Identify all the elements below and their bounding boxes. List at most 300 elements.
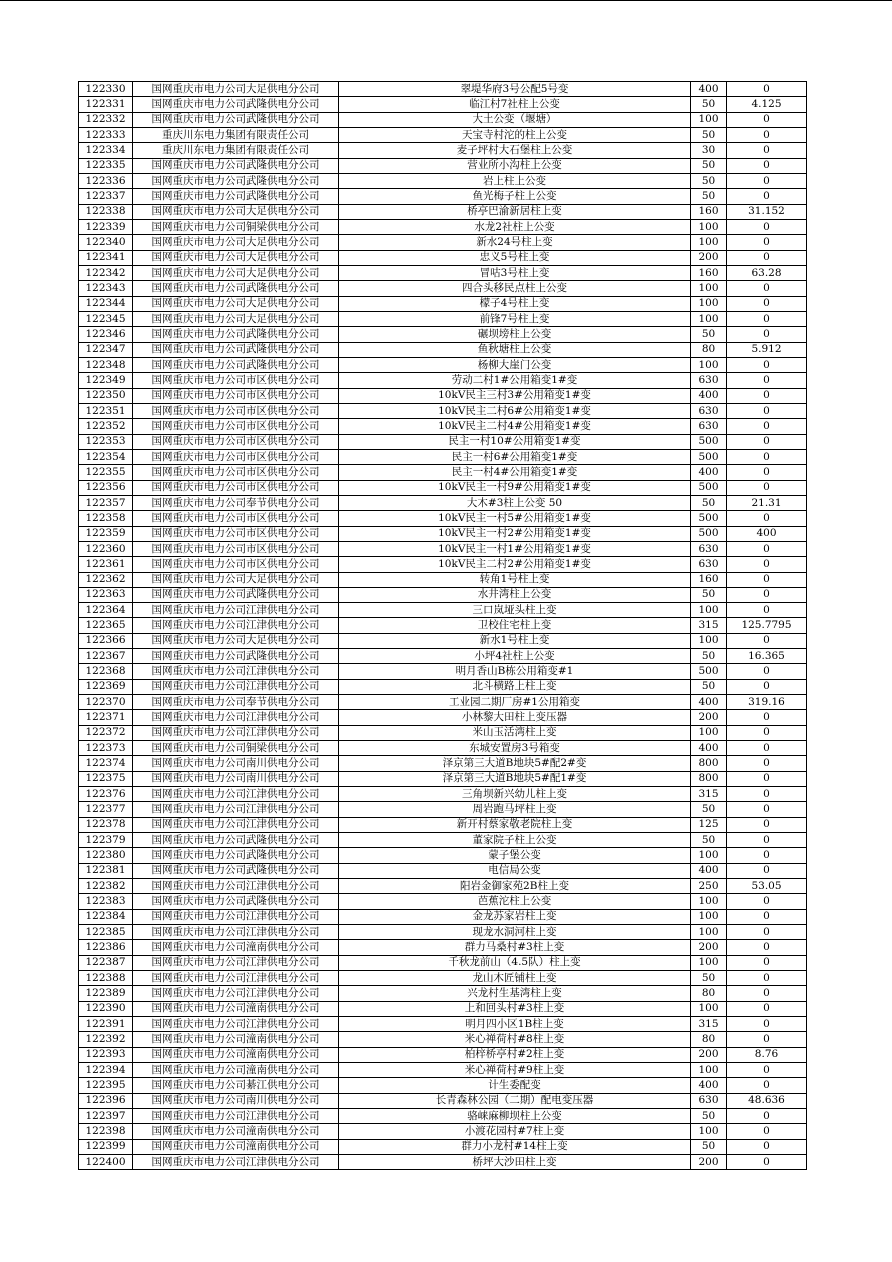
table-row xyxy=(79,1017,807,1032)
table-row xyxy=(79,741,807,756)
value-cell: 0 xyxy=(727,449,807,464)
table-row xyxy=(79,388,807,403)
value-cell: 0 xyxy=(727,587,807,602)
station-name-cell: 三角坝新兴幼儿柱上变 xyxy=(339,787,691,802)
capacity-cell: 50 xyxy=(691,158,727,173)
row-id-cell: 122363 xyxy=(79,587,133,602)
capacity-cell: 400 xyxy=(691,863,727,878)
capacity-cell: 200 xyxy=(691,940,727,955)
table-row xyxy=(79,265,807,280)
company-cell: 国网重庆市电力公司江津供电分公司 xyxy=(133,971,339,986)
company-cell: 国网重庆市电力公司大足供电分公司 xyxy=(133,311,339,326)
value-cell: 16.365 xyxy=(727,649,807,664)
capacity-cell: 100 xyxy=(691,603,727,618)
capacity-cell: 500 xyxy=(691,480,727,495)
row-id-cell: 122377 xyxy=(79,802,133,817)
company-cell: 国网重庆市电力公司潼南供电分公司 xyxy=(133,1063,339,1078)
company-cell: 国网重庆市电力公司江津供电分公司 xyxy=(133,986,339,1001)
station-name-cell: 三口岚垭头柱上变 xyxy=(339,603,691,618)
table-row xyxy=(79,1154,807,1169)
row-id-cell: 122392 xyxy=(79,1032,133,1047)
value-cell: 0 xyxy=(727,572,807,587)
company-cell: 国网重庆市电力公司江津供电分公司 xyxy=(133,909,339,924)
station-name-cell: 10kV民主一村9#公用箱变1#变 xyxy=(339,480,691,495)
value-cell: 0 xyxy=(727,1154,807,1169)
table-row xyxy=(79,1093,807,1108)
capacity-cell: 50 xyxy=(691,189,727,204)
station-name-cell: 计生委配变 xyxy=(339,1078,691,1093)
table-row xyxy=(79,572,807,587)
value-cell: 0 xyxy=(727,802,807,817)
company-cell: 国网重庆市电力公司市区供电分公司 xyxy=(133,388,339,403)
capacity-cell: 400 xyxy=(691,741,727,756)
capacity-cell: 315 xyxy=(691,618,727,633)
station-name-cell: 董家院子柱上公变 xyxy=(339,833,691,848)
station-name-cell: 10kV民主一村1#公用箱变1#变 xyxy=(339,541,691,556)
capacity-cell: 100 xyxy=(691,955,727,970)
value-cell: 0 xyxy=(727,1032,807,1047)
capacity-cell: 50 xyxy=(691,495,727,510)
value-cell: 0 xyxy=(727,894,807,909)
value-cell: 0 xyxy=(727,419,807,434)
company-cell: 国网重庆市电力公司江津供电分公司 xyxy=(133,618,339,633)
row-id-cell: 122330 xyxy=(79,82,133,97)
capacity-cell: 100 xyxy=(691,281,727,296)
table-row xyxy=(79,833,807,848)
row-id-cell: 122348 xyxy=(79,357,133,372)
value-cell: 0 xyxy=(727,725,807,740)
table-row xyxy=(79,541,807,556)
capacity-cell: 200 xyxy=(691,710,727,725)
station-name-cell: 冒咕3号柱上变 xyxy=(339,265,691,280)
company-cell: 国网重庆市电力公司大足供电分公司 xyxy=(133,633,339,648)
value-cell: 0 xyxy=(727,1001,807,1016)
table-row xyxy=(79,526,807,541)
value-cell: 0 xyxy=(727,1063,807,1078)
value-cell: 0 xyxy=(727,112,807,127)
row-id-cell: 122383 xyxy=(79,894,133,909)
value-cell: 4.125 xyxy=(727,97,807,112)
capacity-cell: 100 xyxy=(691,925,727,940)
company-cell: 国网重庆市电力公司武隆供电分公司 xyxy=(133,112,339,127)
value-cell: 0 xyxy=(727,434,807,449)
table-row xyxy=(79,434,807,449)
table-row xyxy=(79,971,807,986)
row-id-cell: 122396 xyxy=(79,1093,133,1108)
row-id-cell: 122379 xyxy=(79,833,133,848)
row-id-cell: 122376 xyxy=(79,787,133,802)
table-row xyxy=(79,250,807,265)
table-row xyxy=(79,925,807,940)
table-row xyxy=(79,863,807,878)
table-row xyxy=(79,342,807,357)
table-row xyxy=(79,357,807,372)
value-cell: 0 xyxy=(727,189,807,204)
row-id-cell: 122360 xyxy=(79,541,133,556)
value-cell: 0 xyxy=(727,771,807,786)
row-id-cell: 122395 xyxy=(79,1078,133,1093)
value-cell: 0 xyxy=(727,281,807,296)
table-row xyxy=(79,894,807,909)
row-id-cell: 122387 xyxy=(79,955,133,970)
capacity-cell: 500 xyxy=(691,664,727,679)
company-cell: 国网重庆市电力公司江津供电分公司 xyxy=(133,879,339,894)
station-name-cell: 桥亭巴渝新居柱上变 xyxy=(339,204,691,219)
station-name-cell: 杨柳大崖门公变 xyxy=(339,357,691,372)
capacity-cell: 80 xyxy=(691,1032,727,1047)
table-row xyxy=(79,495,807,510)
value-cell: 0 xyxy=(727,311,807,326)
station-name-cell: 北斗横路上柱上变 xyxy=(339,679,691,694)
table-row xyxy=(79,1032,807,1047)
capacity-cell: 800 xyxy=(691,756,727,771)
value-cell: 0 xyxy=(727,557,807,572)
company-cell: 国网重庆市电力公司市区供电分公司 xyxy=(133,465,339,480)
company-cell: 国网重庆市电力公司江津供电分公司 xyxy=(133,1108,339,1123)
table-row xyxy=(79,771,807,786)
capacity-cell: 50 xyxy=(691,97,727,112)
row-id-cell: 122367 xyxy=(79,649,133,664)
company-cell: 国网重庆市电力公司市区供电分公司 xyxy=(133,434,339,449)
company-cell: 国网重庆市电力公司武隆供电分公司 xyxy=(133,327,339,342)
station-name-cell: 大土公变（堰塘） xyxy=(339,112,691,127)
company-cell: 国网重庆市电力公司大足供电分公司 xyxy=(133,235,339,250)
table-row xyxy=(79,787,807,802)
company-cell: 国网重庆市电力公司潼南供电分公司 xyxy=(133,940,339,955)
value-cell: 0 xyxy=(727,480,807,495)
row-id-cell: 122346 xyxy=(79,327,133,342)
capacity-cell: 50 xyxy=(691,649,727,664)
station-name-cell: 群力小龙村#14柱上变 xyxy=(339,1139,691,1154)
row-id-cell: 122334 xyxy=(79,143,133,158)
company-cell: 国网重庆市电力公司南川供电分公司 xyxy=(133,756,339,771)
company-cell: 国网重庆市电力公司南川供电分公司 xyxy=(133,771,339,786)
company-cell: 国网重庆市电力公司江津供电分公司 xyxy=(133,955,339,970)
table-body xyxy=(79,82,807,1170)
company-cell: 国网重庆市电力公司大足供电分公司 xyxy=(133,296,339,311)
station-name-cell: 民主一村10#公用箱变1#变 xyxy=(339,434,691,449)
row-id-cell: 122351 xyxy=(79,403,133,418)
station-name-cell: 天宝寺村沱的柱上公变 xyxy=(339,127,691,142)
table-row xyxy=(79,618,807,633)
capacity-cell: 80 xyxy=(691,342,727,357)
capacity-cell: 630 xyxy=(691,557,727,572)
row-id-cell: 122370 xyxy=(79,695,133,710)
value-cell: 0 xyxy=(727,388,807,403)
table-row xyxy=(79,158,807,173)
table-row xyxy=(79,1078,807,1093)
row-id-cell: 122355 xyxy=(79,465,133,480)
row-id-cell: 122391 xyxy=(79,1017,133,1032)
station-name-cell: 龙山木匠铺柱上变 xyxy=(339,971,691,986)
station-name-cell: 忠义5号柱上变 xyxy=(339,250,691,265)
row-id-cell: 122347 xyxy=(79,342,133,357)
value-cell: 0 xyxy=(727,127,807,142)
company-cell: 国网重庆市电力公司武隆供电分公司 xyxy=(133,281,339,296)
row-id-cell: 122336 xyxy=(79,173,133,188)
company-cell: 国网重庆市电力公司武隆供电分公司 xyxy=(133,863,339,878)
value-cell: 319.16 xyxy=(727,695,807,710)
row-id-cell: 122378 xyxy=(79,817,133,832)
company-cell: 国网重庆市电力公司武隆供电分公司 xyxy=(133,173,339,188)
capacity-cell: 500 xyxy=(691,449,727,464)
capacity-cell: 400 xyxy=(691,465,727,480)
value-cell: 0 xyxy=(727,1078,807,1093)
capacity-cell: 630 xyxy=(691,541,727,556)
station-name-cell: 泽京第三大道B地块5#配2#变 xyxy=(339,756,691,771)
station-name-cell: 小渡花园村#7柱上变 xyxy=(339,1124,691,1139)
capacity-cell: 630 xyxy=(691,1093,727,1108)
station-name-cell: 小坪4社柱上公变 xyxy=(339,649,691,664)
capacity-cell: 100 xyxy=(691,1063,727,1078)
row-id-cell: 122380 xyxy=(79,848,133,863)
company-cell: 国网重庆市电力公司江津供电分公司 xyxy=(133,787,339,802)
company-cell: 国网重庆市电力公司武隆供电分公司 xyxy=(133,587,339,602)
table-row xyxy=(79,695,807,710)
table-row xyxy=(79,189,807,204)
table-row xyxy=(79,219,807,234)
capacity-cell: 100 xyxy=(691,357,727,372)
value-cell: 0 xyxy=(727,817,807,832)
company-cell: 国网重庆市电力公司武隆供电分公司 xyxy=(133,97,339,112)
row-id-cell: 122369 xyxy=(79,679,133,694)
table-row xyxy=(79,281,807,296)
capacity-cell: 100 xyxy=(691,219,727,234)
station-name-cell: 劳动二村1#公用箱变1#变 xyxy=(339,373,691,388)
station-name-cell: 水井湾柱上公变 xyxy=(339,587,691,602)
capacity-cell: 50 xyxy=(691,587,727,602)
station-name-cell: 四合头移民点柱上公变 xyxy=(339,281,691,296)
row-id-cell: 122374 xyxy=(79,756,133,771)
company-cell: 国网重庆市电力公司江津供电分公司 xyxy=(133,710,339,725)
company-cell: 国网重庆市电力公司市区供电分公司 xyxy=(133,373,339,388)
station-name-cell: 柏梓桥亭村#2柱上变 xyxy=(339,1047,691,1062)
row-id-cell: 122366 xyxy=(79,633,133,648)
capacity-cell: 50 xyxy=(691,971,727,986)
capacity-cell: 50 xyxy=(691,1108,727,1123)
row-id-cell: 122331 xyxy=(79,97,133,112)
row-id-cell: 122372 xyxy=(79,725,133,740)
page-top-rule xyxy=(0,0,892,1)
value-cell: 0 xyxy=(727,250,807,265)
value-cell: 0 xyxy=(727,787,807,802)
capacity-cell: 630 xyxy=(691,419,727,434)
station-name-cell: 周岩跑马坪柱上变 xyxy=(339,802,691,817)
station-name-cell: 上和回头村#3柱上变 xyxy=(339,1001,691,1016)
value-cell: 0 xyxy=(727,173,807,188)
table-row xyxy=(79,649,807,664)
row-id-cell: 122354 xyxy=(79,449,133,464)
station-name-cell: 蒙子堡公变 xyxy=(339,848,691,863)
value-cell: 0 xyxy=(727,1124,807,1139)
value-cell: 5.912 xyxy=(727,342,807,357)
company-cell: 国网重庆市电力公司武隆供电分公司 xyxy=(133,649,339,664)
value-cell: 0 xyxy=(727,219,807,234)
table-row xyxy=(79,1047,807,1062)
capacity-cell: 315 xyxy=(691,1017,727,1032)
transformer-table xyxy=(78,81,807,1170)
value-cell: 0 xyxy=(727,541,807,556)
value-cell: 0 xyxy=(727,1108,807,1123)
station-name-cell: 千秋龙前山（4.5队）柱上变 xyxy=(339,955,691,970)
company-cell: 重庆川东电力集团有限责任公司 xyxy=(133,127,339,142)
value-cell: 53.05 xyxy=(727,879,807,894)
capacity-cell: 250 xyxy=(691,879,727,894)
capacity-cell: 100 xyxy=(691,848,727,863)
row-id-cell: 122359 xyxy=(79,526,133,541)
row-id-cell: 122362 xyxy=(79,572,133,587)
row-id-cell: 122339 xyxy=(79,219,133,234)
company-cell: 国网重庆市电力公司江津供电分公司 xyxy=(133,1017,339,1032)
table-row xyxy=(79,143,807,158)
value-cell: 48.636 xyxy=(727,1093,807,1108)
company-cell: 国网重庆市电力公司市区供电分公司 xyxy=(133,526,339,541)
table-row xyxy=(79,311,807,326)
company-cell: 国网重庆市电力公司大足供电分公司 xyxy=(133,265,339,280)
value-cell: 0 xyxy=(727,741,807,756)
row-id-cell: 122397 xyxy=(79,1108,133,1123)
table-row xyxy=(79,511,807,526)
value-cell: 0 xyxy=(727,710,807,725)
value-cell: 63.28 xyxy=(727,265,807,280)
row-id-cell: 122368 xyxy=(79,664,133,679)
station-name-cell: 转角1号柱上变 xyxy=(339,572,691,587)
company-cell: 国网重庆市电力公司武隆供电分公司 xyxy=(133,342,339,357)
table-row xyxy=(79,725,807,740)
station-name-cell: 麦子坪村大石堡柱上公变 xyxy=(339,143,691,158)
capacity-cell: 100 xyxy=(691,311,727,326)
value-cell: 0 xyxy=(727,235,807,250)
company-cell: 国网重庆市电力公司铜梁供电分公司 xyxy=(133,741,339,756)
row-id-cell: 122385 xyxy=(79,925,133,940)
capacity-cell: 100 xyxy=(691,296,727,311)
value-cell: 0 xyxy=(727,986,807,1001)
table-row xyxy=(79,1139,807,1154)
table-row xyxy=(79,848,807,863)
value-cell: 0 xyxy=(727,82,807,97)
row-id-cell: 122352 xyxy=(79,419,133,434)
table-row xyxy=(79,480,807,495)
station-name-cell: 大木#3柱上公变 50 xyxy=(339,495,691,510)
company-cell: 国网重庆市电力公司奉节供电分公司 xyxy=(133,695,339,710)
company-cell: 国网重庆市电力公司市区供电分公司 xyxy=(133,480,339,495)
value-cell: 0 xyxy=(727,940,807,955)
station-name-cell: 檬子4号柱上变 xyxy=(339,296,691,311)
capacity-cell: 50 xyxy=(691,679,727,694)
company-cell: 国网重庆市电力公司南川供电分公司 xyxy=(133,1093,339,1108)
row-id-cell: 122382 xyxy=(79,879,133,894)
capacity-cell: 100 xyxy=(691,112,727,127)
row-id-cell: 122399 xyxy=(79,1139,133,1154)
company-cell: 国网重庆市电力公司潼南供电分公司 xyxy=(133,1139,339,1154)
table-row xyxy=(79,1108,807,1123)
value-cell: 400 xyxy=(727,526,807,541)
station-name-cell: 米心禅荷村#9柱上变 xyxy=(339,1063,691,1078)
capacity-cell: 800 xyxy=(691,771,727,786)
station-name-cell: 骆崃麻柳坝柱上公变 xyxy=(339,1108,691,1123)
capacity-cell: 160 xyxy=(691,265,727,280)
value-cell: 0 xyxy=(727,158,807,173)
row-id-cell: 122361 xyxy=(79,557,133,572)
station-name-cell: 长青森林公园（二期）配电变压器 xyxy=(339,1093,691,1108)
company-cell: 国网重庆市电力公司武隆供电分公司 xyxy=(133,158,339,173)
table-row xyxy=(79,235,807,250)
table-row xyxy=(79,173,807,188)
value-cell: 0 xyxy=(727,971,807,986)
row-id-cell: 122337 xyxy=(79,189,133,204)
table-row xyxy=(79,679,807,694)
station-name-cell: 兴龙村生基湾柱上变 xyxy=(339,986,691,1001)
value-cell: 0 xyxy=(727,833,807,848)
table-row xyxy=(79,955,807,970)
capacity-cell: 80 xyxy=(691,986,727,1001)
capacity-cell: 50 xyxy=(691,327,727,342)
company-cell: 国网重庆市电力公司市区供电分公司 xyxy=(133,511,339,526)
row-id-cell: 122332 xyxy=(79,112,133,127)
row-id-cell: 122333 xyxy=(79,127,133,142)
station-name-cell: 群力马桑村#3柱上变 xyxy=(339,940,691,955)
station-name-cell: 水龙2社柱上公变 xyxy=(339,219,691,234)
table-row xyxy=(79,633,807,648)
table-row xyxy=(79,419,807,434)
company-cell: 国网重庆市电力公司江津供电分公司 xyxy=(133,664,339,679)
company-cell: 国网重庆市电力公司武隆供电分公司 xyxy=(133,357,339,372)
station-name-cell: 10kV民主三村3#公用箱变1#变 xyxy=(339,388,691,403)
company-cell: 国网重庆市电力公司市区供电分公司 xyxy=(133,403,339,418)
value-cell: 0 xyxy=(727,955,807,970)
company-cell: 国网重庆市电力公司江津供电分公司 xyxy=(133,679,339,694)
station-name-cell: 米山玉活湾柱上变 xyxy=(339,725,691,740)
row-id-cell: 122343 xyxy=(79,281,133,296)
row-id-cell: 122390 xyxy=(79,1001,133,1016)
capacity-cell: 200 xyxy=(691,1154,727,1169)
company-cell: 国网重庆市电力公司武隆供电分公司 xyxy=(133,894,339,909)
table-row xyxy=(79,603,807,618)
row-id-cell: 122375 xyxy=(79,771,133,786)
table-row xyxy=(79,112,807,127)
row-id-cell: 122365 xyxy=(79,618,133,633)
row-id-cell: 122349 xyxy=(79,373,133,388)
capacity-cell: 50 xyxy=(691,1139,727,1154)
station-name-cell: 明月四小区1B柱上变 xyxy=(339,1017,691,1032)
value-cell: 0 xyxy=(727,465,807,480)
table-row xyxy=(79,403,807,418)
table-row xyxy=(79,1124,807,1139)
row-id-cell: 122371 xyxy=(79,710,133,725)
row-id-cell: 122398 xyxy=(79,1124,133,1139)
row-id-cell: 122386 xyxy=(79,940,133,955)
company-cell: 国网重庆市电力公司潼南供电分公司 xyxy=(133,1124,339,1139)
capacity-cell: 400 xyxy=(691,695,727,710)
value-cell: 8.76 xyxy=(727,1047,807,1062)
row-id-cell: 122393 xyxy=(79,1047,133,1062)
company-cell: 国网重庆市电力公司市区供电分公司 xyxy=(133,449,339,464)
value-cell: 0 xyxy=(727,511,807,526)
company-cell: 国网重庆市电力公司市区供电分公司 xyxy=(133,419,339,434)
row-id-cell: 122338 xyxy=(79,204,133,219)
capacity-cell: 100 xyxy=(691,235,727,250)
value-cell: 125.7795 xyxy=(727,618,807,633)
row-id-cell: 122353 xyxy=(79,434,133,449)
company-cell: 国网重庆市电力公司市区供电分公司 xyxy=(133,541,339,556)
capacity-cell: 100 xyxy=(691,894,727,909)
capacity-cell: 400 xyxy=(691,82,727,97)
table-row xyxy=(79,710,807,725)
station-name-cell: 阳岩金御家苑2B柱上变 xyxy=(339,879,691,894)
value-cell: 0 xyxy=(727,863,807,878)
station-name-cell: 民主一村6#公用箱变1#变 xyxy=(339,449,691,464)
capacity-cell: 315 xyxy=(691,787,727,802)
